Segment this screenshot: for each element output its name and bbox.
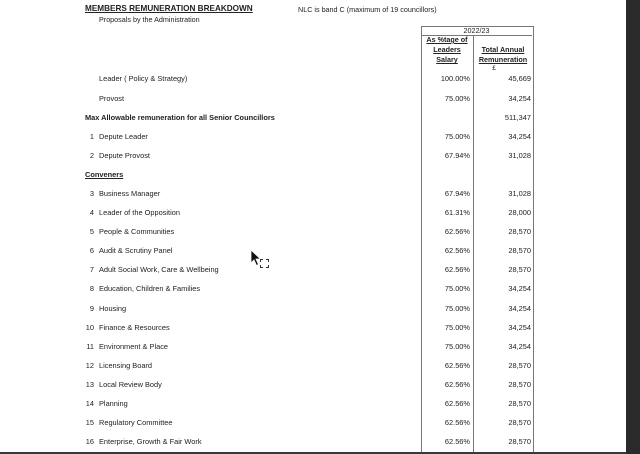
row-leader-label: Leader ( Policy & Strategy) [99, 74, 188, 83]
row-9-num: 9 [89, 304, 94, 313]
row-15-amount: 28,570 [508, 418, 531, 427]
currency-symbol: £ [492, 65, 496, 72]
row-3-pct: 67.94% [444, 189, 470, 198]
row-16-pct: 62.56% [444, 437, 470, 446]
row-1-amount: 34,254 [508, 132, 531, 141]
row-16-num: 16 [85, 437, 94, 446]
row-8-label: Education, Children & Families [99, 284, 201, 293]
row-11-num: 11 [86, 342, 94, 351]
row-4-num: 4 [89, 208, 94, 217]
row-14-amount: 28,570 [508, 399, 531, 408]
row-3-label: Business Manager [99, 189, 161, 198]
document-subtitle: Proposals by the Administration [99, 15, 200, 24]
row-4-amount: 28,000 [508, 208, 531, 217]
row-provost-label: Provost [99, 94, 125, 103]
row-9-label: Housing [99, 304, 127, 313]
row-provost-pct: 75.00% [444, 94, 470, 103]
row-12-num: 12 [85, 361, 94, 370]
row-5-amount: 28,570 [508, 227, 531, 236]
viewer-scrollbar[interactable] [626, 0, 640, 454]
row-4-label: Leader of the Opposition [99, 208, 180, 217]
row-3-amount: 31,028 [508, 189, 531, 198]
row-16-label: Enterprise, Growth & Fair Work [99, 437, 202, 446]
row-3-num: 3 [89, 189, 94, 198]
row-8-num: 8 [89, 284, 94, 293]
row-1-num: 1 [89, 132, 94, 141]
row-13-pct: 62.56% [444, 380, 470, 389]
row-5-label: People & Communities [99, 227, 175, 236]
row-6-label: Audit & Scrutiny Panel [99, 246, 173, 255]
row-12-amount: 28,570 [508, 361, 531, 370]
year-header: 2022/23 [463, 26, 490, 35]
row-8-pct: 75.00% [444, 284, 470, 293]
row-13-amount: 28,570 [508, 380, 531, 389]
row-provost-amount: 34,254 [508, 94, 531, 103]
row-1-label: Depute Leader [99, 132, 148, 141]
row-2-pct: 67.94% [444, 151, 470, 160]
row-6-num: 6 [89, 246, 94, 255]
row-14-label: Planning [99, 399, 128, 408]
pct-header-line3: Salary [436, 55, 458, 64]
row-max-allowable-amount: 511,347 [504, 113, 531, 122]
row-11-label: Environment & Place [99, 342, 169, 351]
row-1-pct: 75.00% [444, 132, 470, 141]
row-7-pct: 62.56% [444, 265, 470, 274]
document-title: MEMBERS REMUNERATION BREAKDOWN [85, 4, 253, 13]
row-4-pct: 61.31% [444, 208, 470, 217]
row-2-amount: 31,028 [508, 151, 531, 160]
row-2-label: Depute Provost [99, 151, 150, 160]
row-15-pct: 62.56% [444, 418, 470, 427]
row-10-pct: 75.00% [444, 323, 470, 332]
row-12-pct: 62.56% [444, 361, 470, 370]
row-8-amount: 34,254 [508, 284, 531, 293]
band-note: NLC is band C (maximum of 19 councillors) [298, 5, 437, 14]
row-10-amount: 34,254 [508, 323, 531, 332]
pct-header-line1: As %tage of [426, 35, 468, 44]
row-13-num: 13 [85, 380, 94, 389]
row-7-amount: 28,570 [508, 265, 531, 274]
row-15-label: Regulatory Committee [99, 418, 173, 427]
row-9-amount: 34,254 [508, 304, 531, 313]
row-7-num: 7 [89, 265, 94, 274]
row-15-num: 15 [85, 418, 94, 427]
row-5-pct: 62.56% [444, 227, 470, 236]
row-7-label: Adult Social Work, Care & Wellbeing [99, 265, 219, 274]
selection-marquee [260, 259, 269, 268]
row-max-allowable-label: Max Allowable remuneration for all Senior Councillors [85, 113, 275, 122]
row-14-pct: 62.56% [444, 399, 470, 408]
row-13-label: Local Review Body [99, 380, 162, 389]
row-10-label: Finance & Resources [99, 323, 170, 332]
row-6-amount: 28,570 [508, 246, 531, 255]
conveners-heading: Conveners [85, 170, 124, 179]
row-11-pct: 75.00% [444, 342, 470, 351]
row-leader-pct: 100.00% [440, 74, 470, 83]
pct-header-line2: Leaders [433, 45, 461, 54]
row-11-amount: 34,254 [508, 342, 531, 351]
row-10-num: 10 [85, 323, 94, 332]
amt-header-line2: Remuneration [478, 55, 528, 64]
row-14-num: 14 [85, 399, 94, 408]
row-12-label: Licensing Board [99, 361, 153, 370]
amt-header-line1: Total Annual [481, 45, 525, 54]
row-leader-amount: 45,669 [508, 74, 531, 83]
row-16-amount: 28,570 [508, 437, 531, 446]
row-6-pct: 62.56% [444, 246, 470, 255]
row-2-num: 2 [89, 151, 94, 160]
row-9-pct: 75.00% [444, 304, 470, 313]
row-5-num: 5 [89, 227, 94, 236]
